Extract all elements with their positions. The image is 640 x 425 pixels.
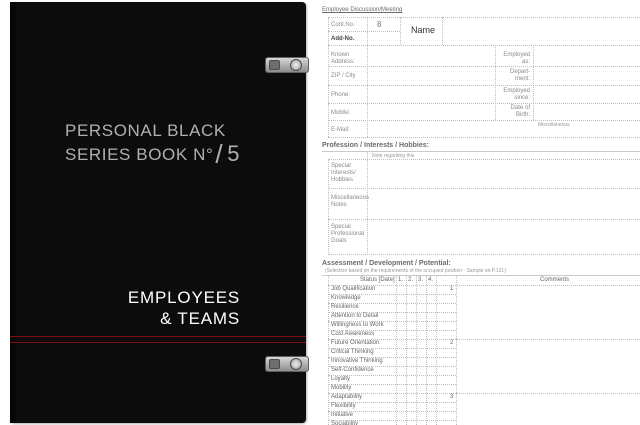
grid-line <box>533 45 534 120</box>
note-label: Note regarding this <box>372 153 415 159</box>
grid-line <box>456 393 640 394</box>
grid-line <box>367 17 368 137</box>
criterion-label: Job Qualification <box>331 286 376 292</box>
cover-subtitle-line1: EMPLOYEES <box>127 288 240 307</box>
clasp-bottom-icon <box>265 356 309 372</box>
grid-line <box>456 339 640 340</box>
misc-notes-label: Miscellaneous Notes <box>331 195 370 208</box>
cover-title-line2-group <box>65 139 241 169</box>
employed-as-label: Employed as: <box>503 52 530 65</box>
address-label: Known Address: <box>331 52 355 65</box>
criterion-label: Initiative <box>331 412 354 418</box>
criterion-label: Sociability <box>331 421 359 425</box>
misc-label: Miscellaneous <box>538 122 570 128</box>
grid-line <box>328 103 640 104</box>
grid-line <box>495 45 496 120</box>
employed-since-label: Employed since: <box>503 88 530 101</box>
grid-line <box>328 31 400 32</box>
criterion-label: Cost Awareness <box>331 331 375 337</box>
grid-line <box>328 17 640 18</box>
add-no-label: Add-No. <box>331 36 355 42</box>
grid-line <box>367 152 368 255</box>
cover-title <box>65 120 241 169</box>
cont-no-value: 8 <box>377 20 382 29</box>
cover-title-line1: PERSONAL BLACK <box>65 121 226 140</box>
cover-subtitle-line2: & TEAMS <box>160 309 240 328</box>
form-page <box>320 0 640 425</box>
grid-line <box>328 85 640 86</box>
cover-title-line2: SERIES BOOK N° <box>65 145 214 164</box>
rating-column-header: 4. <box>428 277 434 283</box>
grid-line <box>328 159 640 160</box>
rating-column-header: 1. <box>398 277 404 283</box>
grid-line <box>328 254 640 255</box>
assessment-header: Assessment / Development / Potential: <box>322 260 451 267</box>
cover-book-number: 5 <box>227 141 241 166</box>
criterion-label: Knowledge <box>331 295 361 301</box>
cover-subtitle <box>128 287 240 329</box>
grid-line <box>328 137 640 138</box>
criterion-label: Loyalty <box>331 376 351 382</box>
assessment-subheader: (Selection based on the requirements of the occupied position - Sample on P.131) <box>325 268 506 274</box>
rating-column-header: 3. <box>418 277 424 283</box>
grid-line <box>456 276 457 425</box>
red-stripe-top <box>10 336 306 337</box>
grid-line <box>328 45 640 46</box>
grid-line <box>328 159 329 255</box>
grid-line <box>400 17 401 45</box>
grid-line <box>328 219 640 220</box>
professional-goals-label: Special Professional Goals <box>331 224 365 244</box>
group-number: 3 <box>450 394 454 400</box>
criterion-label: Future Orientation <box>331 340 380 346</box>
name-label: Name <box>411 25 436 35</box>
criterion-label: Willingness to Work <box>331 322 384 328</box>
clasp-top-icon <box>265 57 309 73</box>
department-label: Depart-ment: <box>509 69 530 82</box>
criterion-label: Flexibility <box>331 403 356 409</box>
grid-line <box>328 188 640 189</box>
criterion-label: Mobility <box>331 385 352 391</box>
status-date-header: Status [Date] <box>360 277 395 283</box>
section-rule <box>322 151 640 152</box>
red-stripe-bottom <box>10 342 306 343</box>
criterion-label: Critical Thinking <box>331 349 374 355</box>
book-cover <box>10 2 306 423</box>
profession-header: Profession / Interests / Hobbies: <box>322 142 429 149</box>
phone-label: Phone: <box>331 92 351 98</box>
zip-city-label: ZIP / City <box>331 73 356 79</box>
grid-line <box>328 66 640 67</box>
rating-column-header: 2. <box>408 277 414 283</box>
special-interests-label: Special Interests/ Hobbies <box>331 163 356 183</box>
criterion-label: Innovative Thinking <box>331 358 383 364</box>
group-number: 1 <box>450 286 454 292</box>
cover-title-slash: / <box>215 139 224 169</box>
criterion-label: Resilience <box>331 304 359 310</box>
group-number: 2 <box>450 340 454 346</box>
email-label: E-Mail: <box>331 127 350 133</box>
date-of-birth-label: Date of Birth: <box>510 105 530 118</box>
cover-spine <box>10 2 16 423</box>
grid-line <box>442 17 443 45</box>
criterion-label: Attention to Detail <box>331 313 379 319</box>
form-header: Employee Discussion/Meeting <box>322 7 403 13</box>
comments-header: Comments <box>540 277 570 283</box>
cont-no-label: Cont.No. <box>331 22 355 28</box>
criterion-label: Self-Confidence <box>331 367 374 373</box>
grid-line <box>328 120 640 121</box>
grid-line <box>328 17 329 137</box>
mobile-label: Mobile: <box>331 110 351 116</box>
criterion-label: Adaptability <box>331 394 363 400</box>
